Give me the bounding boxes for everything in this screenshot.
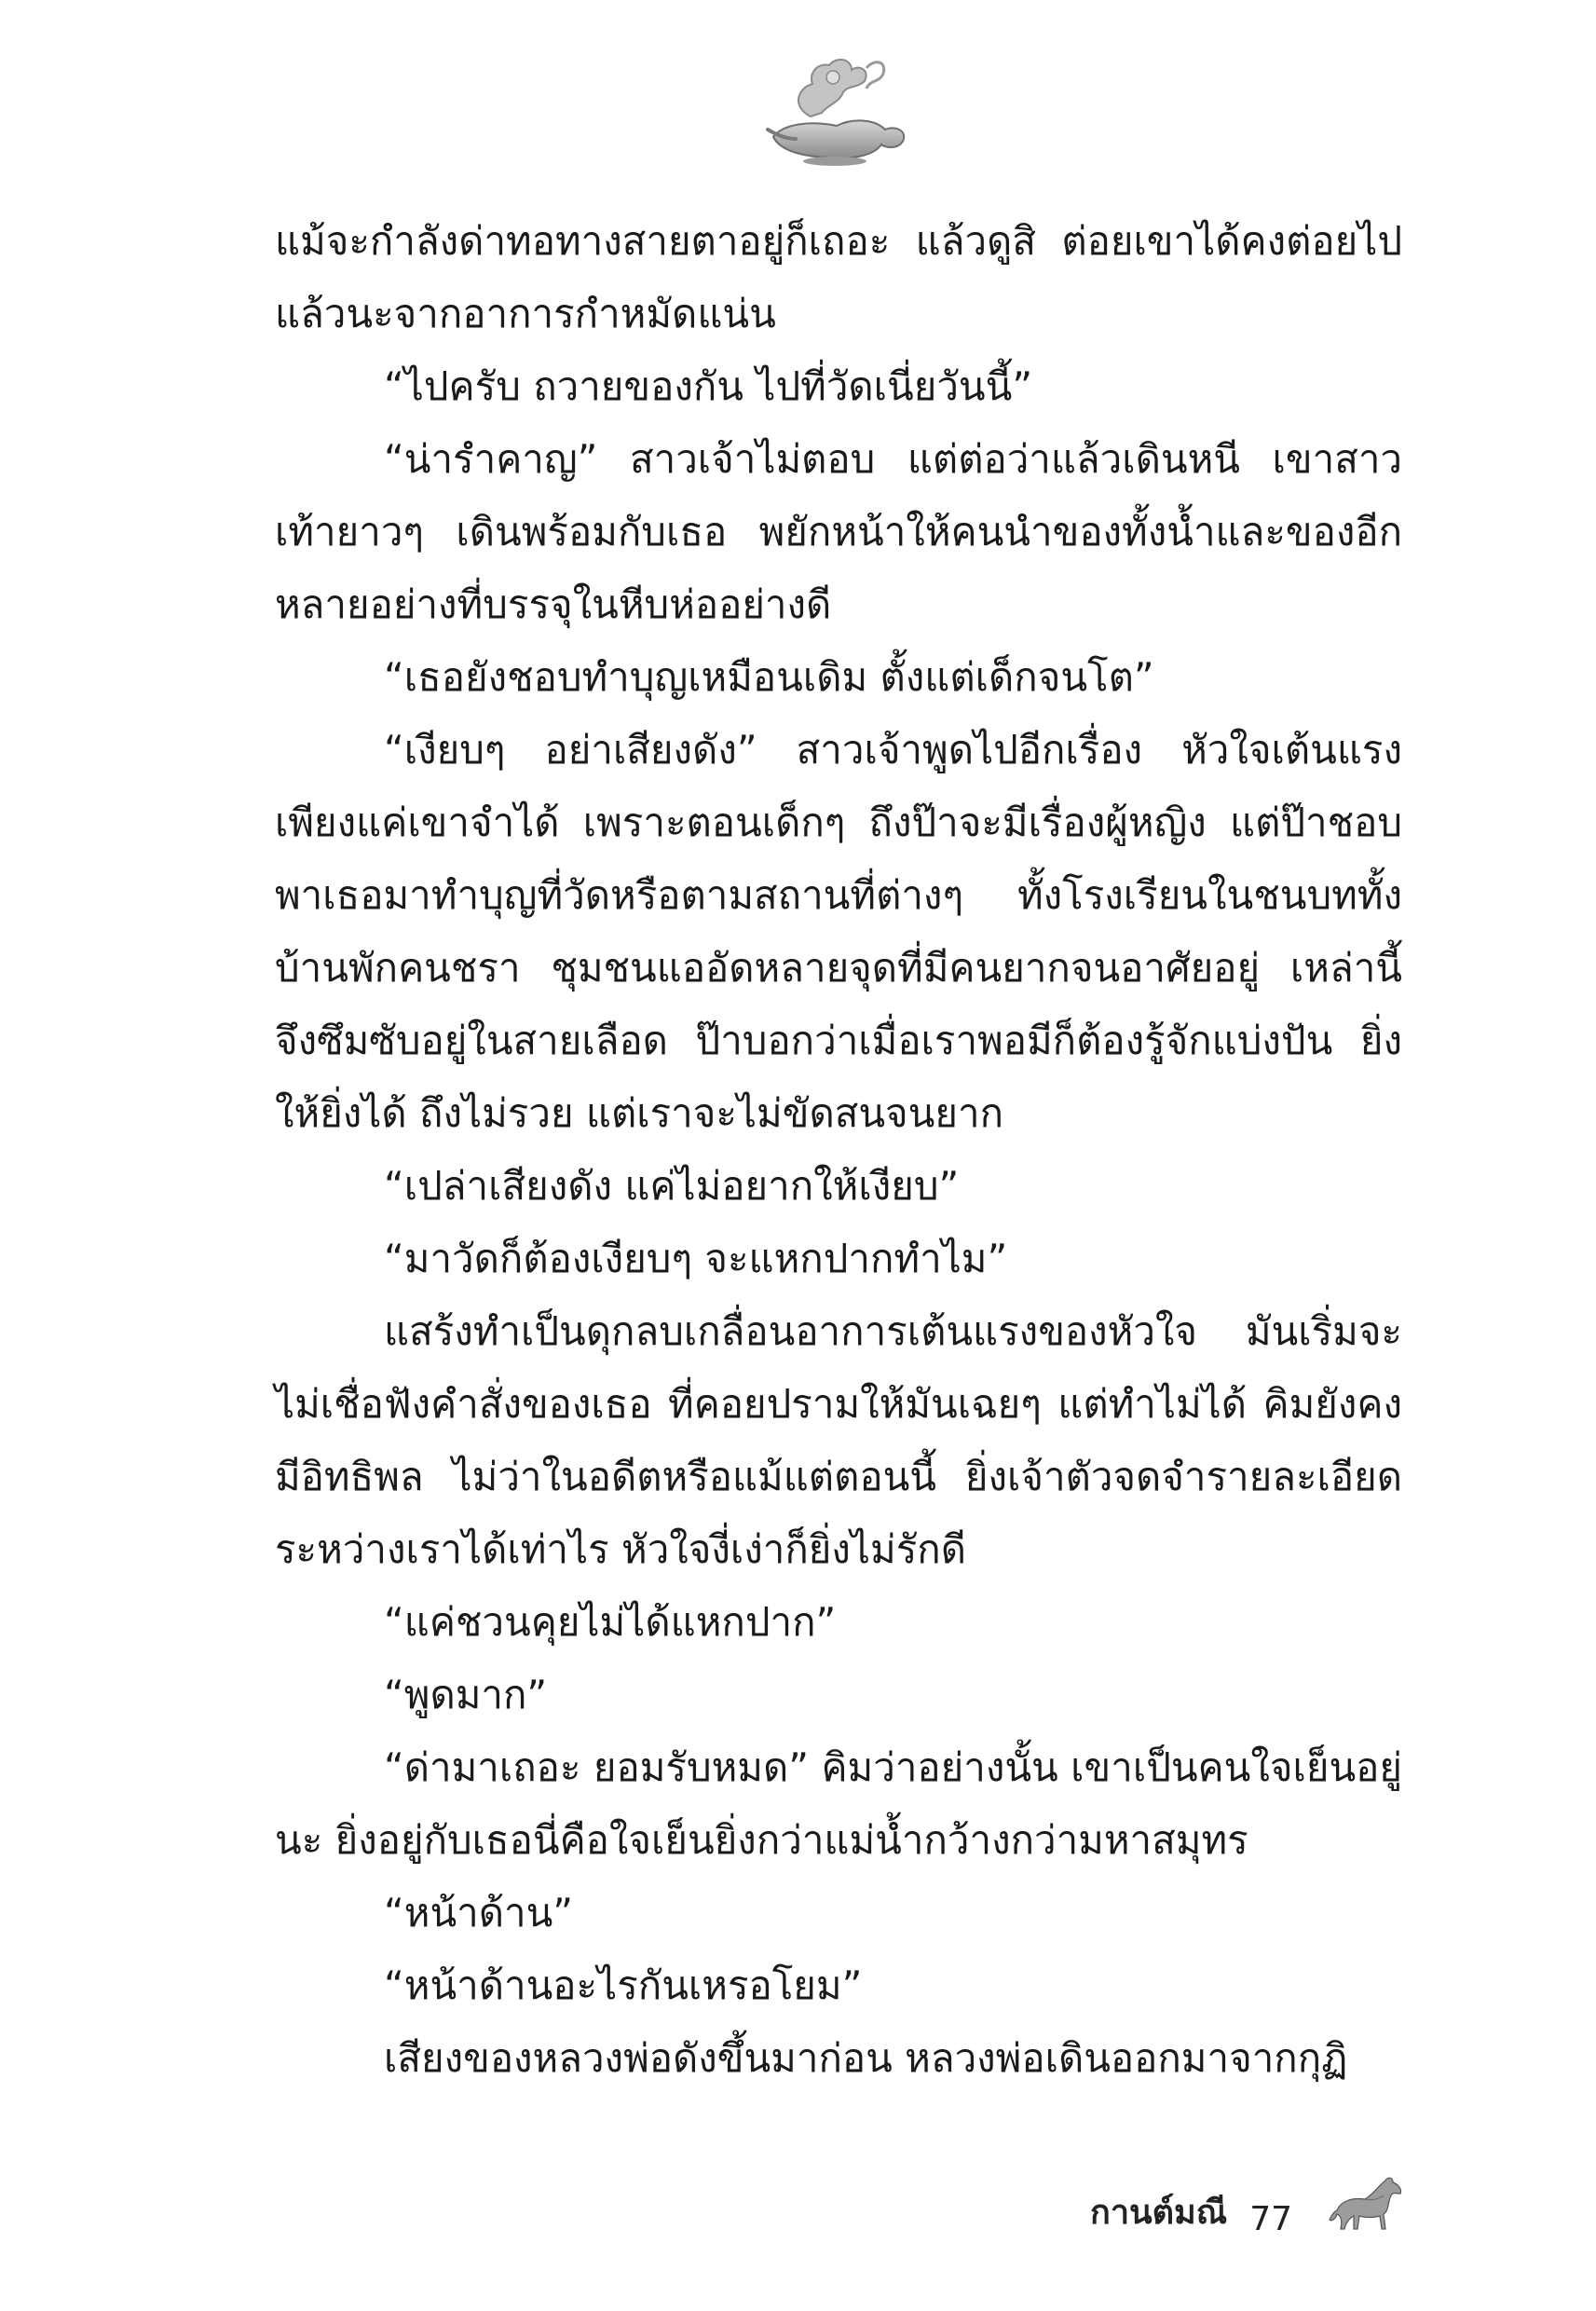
- paragraph: “หน้าด้าน”: [384, 1890, 574, 1935]
- paragraph: “หน้าด้านอะไรกันเหรอโยม”: [384, 1962, 863, 2008]
- paragraph: “ไปครับ ถวายของกัน ไปที่วัดเนี่ยวันนี้”: [384, 363, 1033, 409]
- paragraph: “เงียบๆ อย่าเสียงดัง” สาวเจ้าพูดไปอีกเรื่อง หัวใจเต้นแรงเพียงแค่เขาจำได้ เพราะตอนเด็กๆ ถึงป๊าจะมีเรื่องผู้หญิง แต่ป๊าชอบพาเธอมาทำบุญที่วัดหรือตามสถานที่ต่างๆ ทั้งโรงเรียนในชนบททั้งบ้านพักคนชรา ชุมชนแออัดหลายจุดที่มีคนยากจนอาศัยอยู่ เหล่านี้จึงซึมซับอยู่ในสายเลือด ป๊าบอกว่าเมื่อเราพอมีก็ต้องรู้จักแบ่งปัน ยิ่งให้ยิ่งได้ ถึงไม่รวย แต่เราจะไม่ขัดสนจนยาก: [275, 727, 1402, 1136]
- paragraph: “เธอยังชอบทำบุญเหมือนเดิม ตั้งแต่เด็กจนโต”: [384, 654, 1154, 700]
- paragraph: “ด่ามาเถอะ ยอมรับหมด” คิมว่าอย่างนั้น เขาเป็นคนใจเย็นอยู่นะ ยิ่งอยู่กับเธอนี่คือใจเย็นยิ่งกว่าแม่น้ำกว้างกว่ามหาสมุทร: [275, 1744, 1402, 1863]
- paragraph: เสียงของหลวงพ่อดังขึ้นมาก่อน หลวงพ่อเดินออกมาจากกุฏิ: [384, 2035, 1348, 2081]
- page-footer: [1090, 2173, 1410, 2238]
- paragraph: “เปล่าเสียงดัง แค่ไม่อยากให้เงียบ”: [384, 1163, 960, 1209]
- page-number: 77: [1249, 2200, 1292, 2238]
- paragraph: “น่ารำคาญ” สาวเจ้าไม่ตอบ แต่ต่อว่าแล้วเดินหนี เขาสาวเท้ายาวๆ เดินพร้อมกับเธอ พยักหน้าให้คนนำของทั้งน้ำและของอีกหลายอย่างที่บรรจุในหีบห่ออย่างดี: [275, 436, 1402, 627]
- paragraph: “แค่ชวนคุยไม่ได้แหกปาก”: [384, 1599, 837, 1645]
- paragraph: แม้จะกำลังด่าทอทางสายตาอยู่ก็เถอะ แล้วดูสิ ต่อยเขาได้คงต่อยไปแล้วนะจากอาการกำหมัดแน่น: [275, 218, 1402, 336]
- paragraph: “มาวัดก็ต้องเงียบๆ จะแหกปากทำไม”: [384, 1236, 1008, 1281]
- magic-lamp-icon: [755, 51, 913, 168]
- book-title: กานต์มณี: [1090, 2194, 1228, 2232]
- paragraph: “พูดมาก”: [384, 1672, 548, 1717]
- horse-icon: [1328, 2173, 1410, 2238]
- body-text: [275, 205, 1402, 2095]
- paragraph: แสร้งทำเป็นดุกลบเกลื่อนอาการเต้นแรงของหัวใจ มันเริ่มจะไม่เชื่อฟังคำสั่งของเธอ ที่คอยปรามให้มันเฉยๆ แต่ทำไม่ได้ คิมยังคงมีอิทธิพล ไม่ว่าในอดีตหรือแม้แต่ตอนนี้ ยิ่งเจ้าตัวจดจำรายละเอียดระหว่างเราได้เท่าไร หัวใจงี่เง่าก็ยิ่งไม่รักดี: [275, 1308, 1402, 1572]
